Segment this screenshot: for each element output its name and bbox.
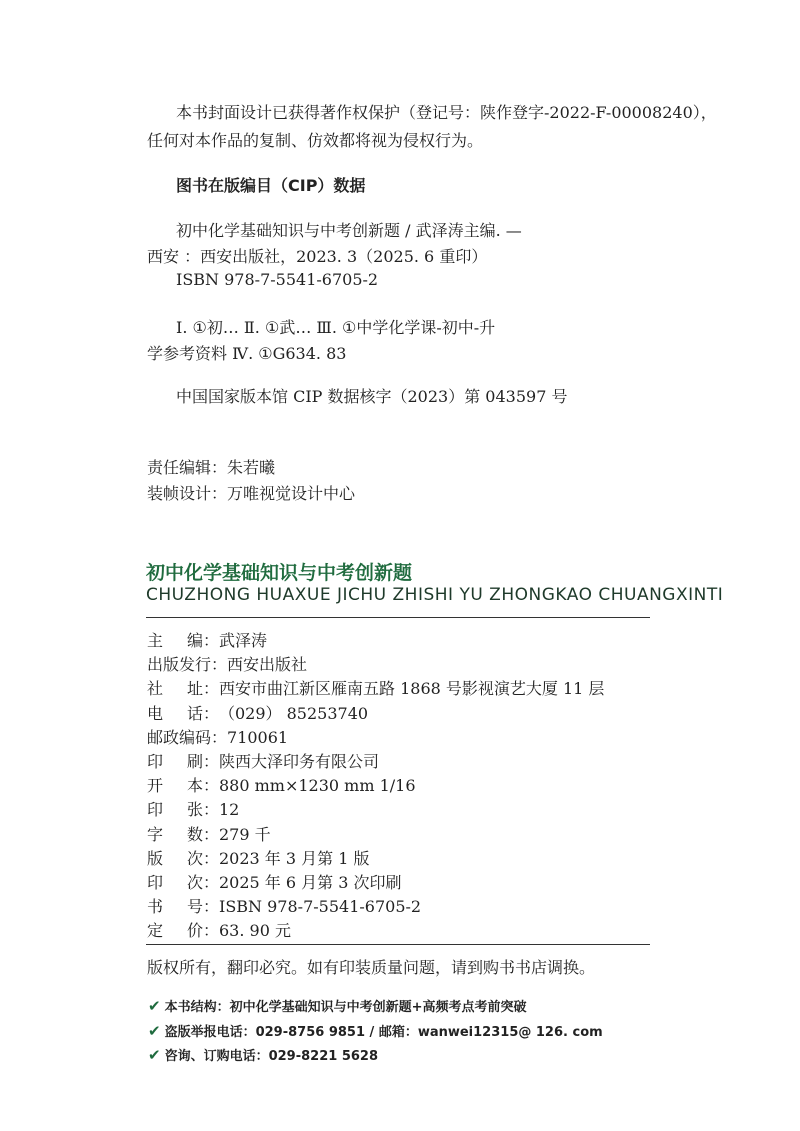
info-value: 西安市曲江新区雁南五路 1868 号影视演艺大厦 11 层 [219,679,605,699]
info-label: 出版发行 [147,655,212,675]
info-label: 印刷 [147,752,203,771]
cip-isbn-line: ISBN 978-7-5541-6705-2 [176,270,379,289]
cover-designer [147,481,355,504]
responsible-editor [147,455,275,478]
copyright-notice-line2: 任何对本作品的复制、仿效都将视为侵权行为。 [147,131,484,150]
info-label: 印张 [147,800,203,820]
info-colon: ： [203,897,220,917]
info-row [147,628,267,651]
info-value: 63. 90 元 [219,921,291,941]
info-row [147,773,416,796]
contact-row [148,1045,378,1064]
info-row [147,870,402,893]
info-row [147,822,271,845]
info-label: 邮政编码 [147,727,212,747]
info-row [147,918,291,941]
info-colon: ： [203,873,220,892]
info-value: ISBN 978-7-5541-6705-2 [219,897,422,917]
rights-statement: 版权所有，翻印必究。如有印装质量问题，请到购书书店调换。 [147,958,596,977]
info-row [147,894,421,917]
info-colon: ： [203,679,220,699]
info-row [147,725,288,748]
info-value: （029） 85253740 [219,703,369,723]
info-label: 字数 [147,824,203,844]
info-label: 开本 [147,776,203,796]
top-divider [146,617,650,618]
check-icon: ✔ [148,1046,161,1064]
info-value: 12 [219,800,240,820]
contact-label: 盗版举报电话： [164,1024,256,1040]
bottom-divider [146,944,650,945]
cip-record-number: 中国国家版本馆 CIP 数据核字（2023）第 043597 号 [176,387,568,406]
info-colon: ： [211,727,228,747]
cip-publisher-line: 西安 ：西安出版社，2023. 3（2025. 6 重印） [147,247,488,266]
info-colon: ： [211,655,228,675]
info-label: 印次 [147,873,203,892]
responsible-editor-value: 朱若曦 [227,458,276,477]
book-title: 初中化学基础知识与中考创新题 [146,562,413,584]
info-row [147,652,307,675]
info-label: 版次 [147,848,203,868]
cover-designer-label: 装帧设计： [147,484,228,503]
info-row [147,701,368,724]
info-colon: ： [203,703,220,723]
info-colon: ： [203,800,220,820]
info-row [147,749,379,772]
info-value: 西安出版社 [227,655,308,675]
contact-row [148,1021,603,1040]
check-icon: ✔ [148,997,161,1015]
info-colon: ： [203,776,220,796]
contact-label: 咨询、订购电话： [164,1049,269,1064]
info-value: 880 mm×1230 mm 1/16 [219,776,416,796]
cip-classification-line1: Ⅰ. ①初… Ⅱ. ①武… Ⅲ. ①中学化学课-初中-升 [176,318,496,337]
info-colon: ： [203,848,220,868]
info-colon: ： [203,752,220,771]
cover-designer-value: 万唯视觉设计中心 [227,484,356,503]
info-value: 陕西大泽印务有限公司 [219,752,380,771]
contact-value: 029-8756 9851 / 邮箱：wanwei12315@ 126. com [255,1024,603,1040]
contact-value: 初中化学基础知识与中考创新题+高频考点考前突破 [229,1000,527,1015]
info-colon: ： [203,631,220,650]
copyright-notice-line1: 本书封面设计已获得著作权保护（登记号：陕作登字-2022-F-00008240）， [176,103,717,122]
info-value: 710061 [227,727,289,747]
cip-classification-line2: 学参考资料 Ⅳ. ①G634. 83 [147,344,347,363]
contact-value: 029-8221 5628 [268,1049,379,1064]
info-row [147,676,604,699]
info-value: 279 千 [219,824,271,844]
info-label: 主编 [147,631,203,650]
contact-label: 本书结构： [164,1000,230,1015]
info-label: 书号 [147,897,203,917]
info-row [147,846,370,869]
info-row [147,797,239,820]
info-colon: ： [203,824,220,844]
info-label: 社址 [147,679,203,699]
info-value: 2025 年 6 月第 3 次印刷 [219,873,402,892]
book-title-pinyin: CHUZHONG HUAXUE JICHU ZHISHI YU ZHONGKAO CHUANGXINTI [146,585,724,605]
info-label: 定价 [147,921,203,941]
contact-row [148,996,527,1015]
info-label: 电话 [147,703,203,723]
cip-title-line: 初中化学基础知识与中考创新题 / 武泽涛主编. — [176,221,522,240]
info-value: 2023 年 3 月第 1 版 [219,848,370,868]
info-colon: ： [203,921,220,941]
info-value: 武泽涛 [219,631,268,650]
responsible-editor-label: 责任编辑： [147,458,228,477]
cip-heading: 图书在版编目（CIP）数据 [176,176,366,195]
check-icon: ✔ [148,1021,161,1040]
